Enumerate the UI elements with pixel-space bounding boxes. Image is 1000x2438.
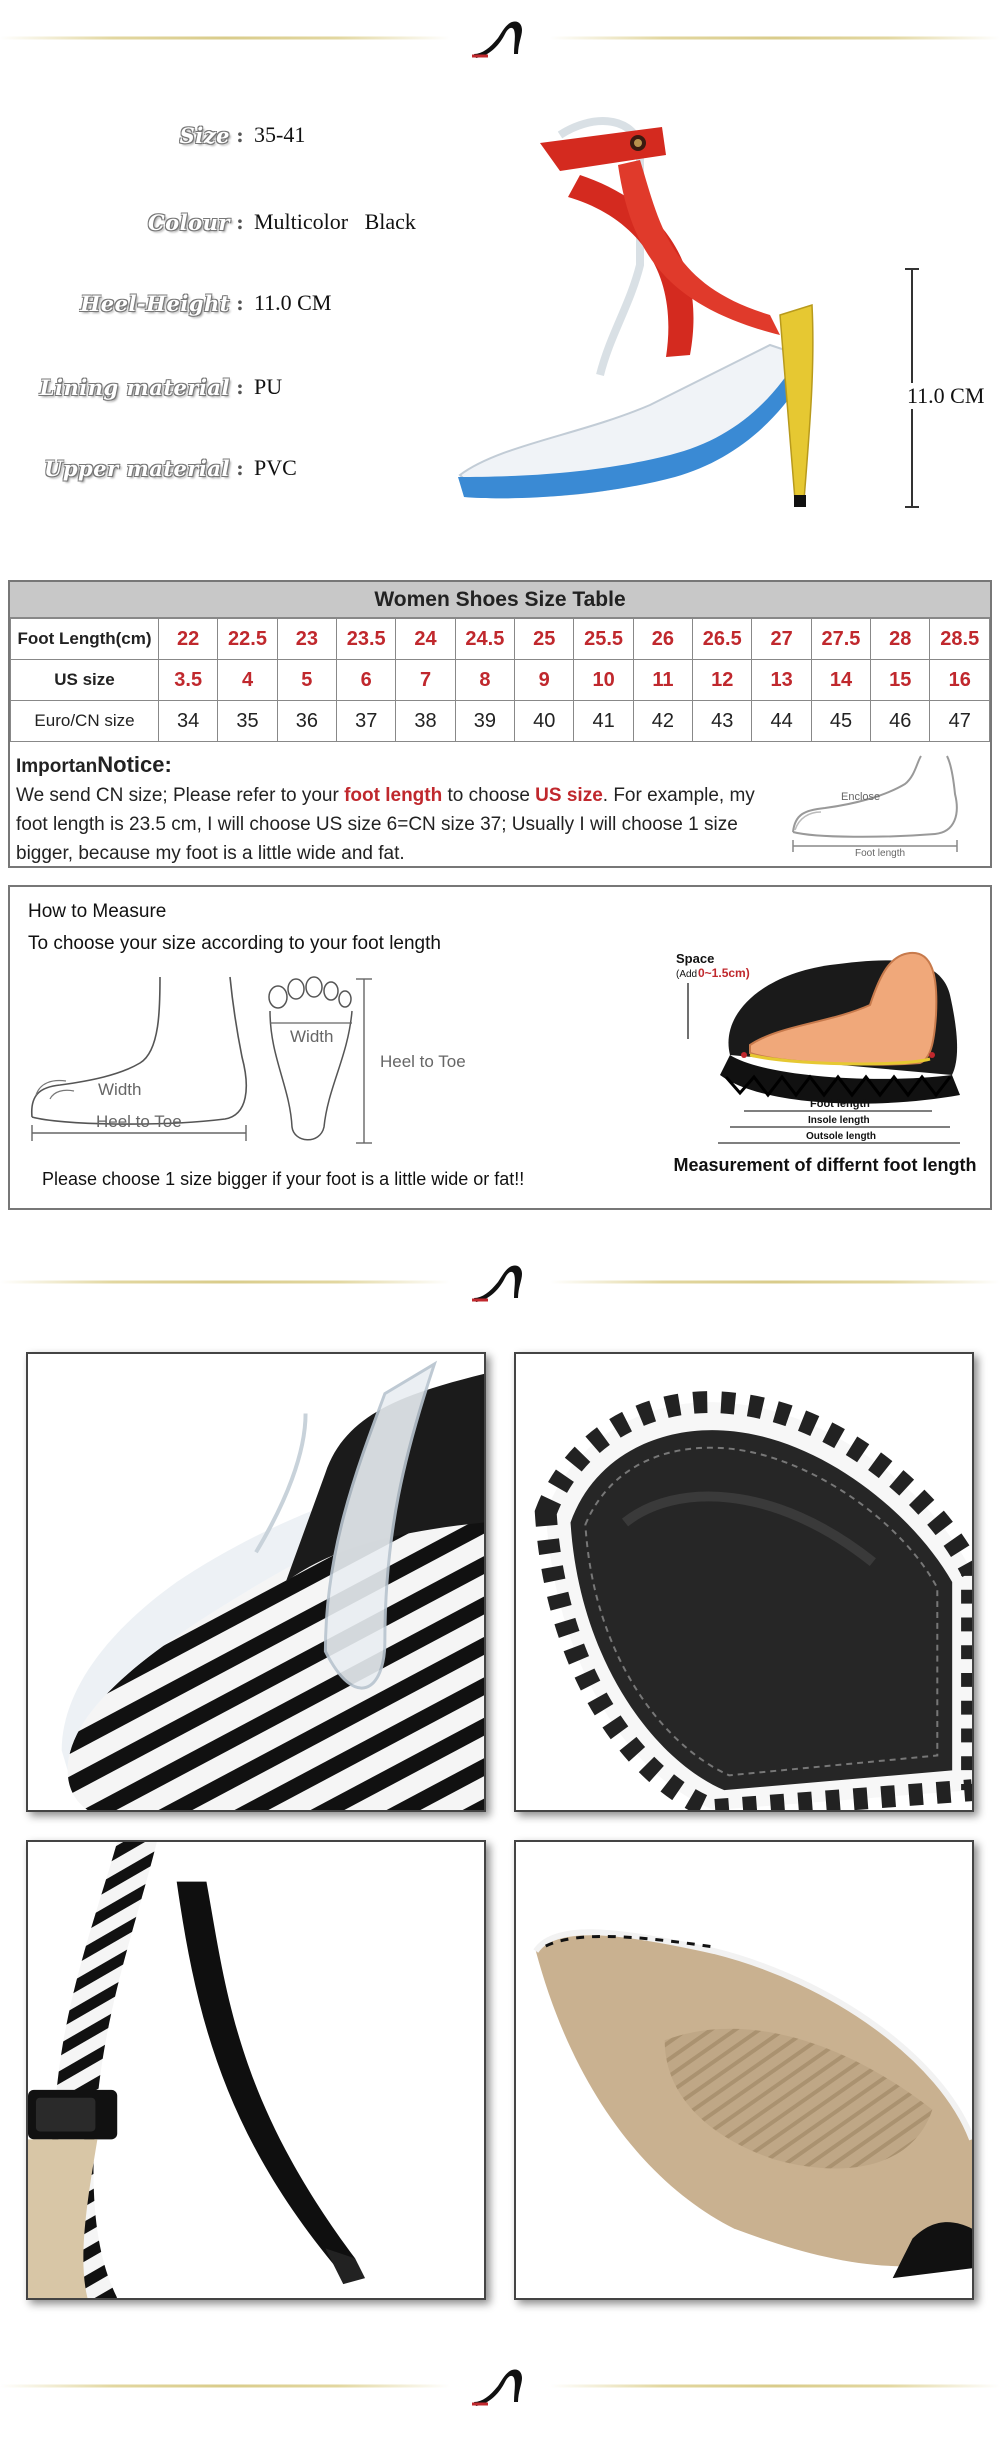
spec-label: Upper material [44,455,230,481]
table-cell: 45 [811,701,870,742]
table-cell: 16 [930,660,990,701]
table-cell: 23.5 [337,619,396,660]
size-table-title: Women Shoes Size Table [10,582,990,618]
table-cell: 25 [515,619,574,660]
table-cell: 4 [218,660,277,701]
foot-length-label: Foot length [855,848,906,858]
foot-length-label: Foot length [810,1098,870,1110]
middle-divider [0,1252,1000,1312]
table-row [11,701,990,742]
notice-title: Notice: [97,752,172,777]
detail-photo-sole [514,1840,974,2300]
outsole-label: Outsole length [806,1131,876,1142]
table-row [11,660,990,701]
photo-toe-image [28,1354,484,1810]
notice-text [16,781,786,868]
divider-line [550,2385,1000,2388]
table-cell: 10 [574,660,633,701]
spec-row-lining [0,367,440,407]
table-cell: 11 [633,660,692,701]
table-cell: 23 [277,619,336,660]
table-cell: 37 [337,701,396,742]
notice-highlight: foot length [344,785,443,806]
table-cell: 28.5 [930,619,990,660]
foot-side-diagram [20,967,260,1147]
detail-photo-heel [26,1840,486,2300]
measure-note: Please choose 1 size bigger if your foot is a little wide or fat!! [42,1169,525,1189]
spec-row-size [0,115,440,155]
table-cell: 26 [633,619,692,660]
spec-value: 11.0 CM [254,290,332,315]
table-cell: 41 [574,701,633,742]
row-header: Foot Length(cm) [11,619,159,660]
add-label: (Add [676,969,698,980]
table-cell: 27 [752,619,811,660]
spec-colon: : [236,123,244,147]
table-cell: 39 [455,701,514,742]
enclose-label: Enclose [841,791,881,803]
spec-label: Heel-Height [80,290,230,316]
table-cell: 25.5 [574,619,633,660]
heel-height-label: 11.0 CM [907,383,985,408]
divider-line [550,37,1000,40]
foot-cross-section-diagram [670,935,985,1145]
spec-label: Size [179,122,230,148]
foot-top-diagram [260,967,480,1157]
table-cell: 26.5 [693,619,752,660]
table-cell: 28 [871,619,930,660]
table-cell: 12 [693,660,752,701]
table-cell: 22.5 [218,619,277,660]
table-cell: 46 [871,701,930,742]
size-table [8,580,992,868]
spec-value: 35-41 [254,122,306,147]
table-cell: 14 [811,660,870,701]
table-cell: 44 [752,701,811,742]
measure-subtitle: To choose your size according to your foot length [28,933,441,954]
divider-line [550,1281,1000,1284]
notice-text-part: . For example, my foot length is 23.5 cm, I will choose US size 6=CN size 37; Usually I will choose 1 size bigger, because my foot is a little wide and fat. [16,785,755,864]
table-cell: 35 [218,701,277,742]
table-cell: 13 [752,660,811,701]
table-cell: 5 [277,660,336,701]
table-cell: 40 [515,701,574,742]
notice-highlight: US size [535,785,603,806]
table-cell: 6 [337,660,396,701]
measure-title: How to Measure [28,901,167,922]
measure-caption: Measurement of differnt foot length [673,1155,977,1175]
table-cell: 9 [515,660,574,701]
hero-shoe-image [440,105,850,535]
heel-to-toe-label: Heel to Toe [380,1052,466,1071]
spec-colon: : [236,375,244,399]
table-cell: 24 [396,619,455,660]
table-cell: 43 [693,701,752,742]
size-grid [10,618,990,742]
table-row [11,619,990,660]
photo-insole-image [516,1354,972,1810]
photo-heel-image [28,1842,484,2298]
heel-logo-icon [468,2362,532,2410]
table-cell: 34 [159,701,218,742]
spec-list [0,95,440,495]
divider-line [0,37,450,40]
table-cell: 3.5 [159,660,218,701]
table-cell: 24.5 [455,619,514,660]
spec-label: Lining material [39,374,230,400]
notice-block [10,742,990,866]
table-cell: 42 [633,701,692,742]
heel-to-toe-label: Heel to Toe [96,1112,182,1131]
row-header: Euro/CN size [11,701,159,742]
notice-text-part: to choose [442,785,536,806]
photo-sole-image [516,1842,972,2298]
table-cell: 8 [455,660,514,701]
spec-colon: : [236,210,244,234]
divider-line [0,2385,450,2388]
notice-prefix: Importan [16,756,98,777]
row-header: US size [11,660,159,701]
space-label: Space [676,951,715,966]
table-cell: 38 [396,701,455,742]
spec-value: PU [254,374,283,399]
detail-photo-insole [514,1352,974,1812]
spec-colon: : [236,456,244,480]
spec-value: Multicolor Black [254,209,416,234]
space-range: 0~1.5cm) [698,966,750,980]
how-to-measure-panel [8,885,992,1210]
notice-text-part: We send CN size; Please refer to your [16,785,345,806]
detail-photo-toe [26,1352,486,1812]
insole-label: Insole length [808,1115,870,1126]
divider-line [0,1281,450,1284]
table-cell: 27.5 [811,619,870,660]
spec-row-heel-height [0,283,440,323]
width-label: Width [98,1080,142,1099]
spec-row-upper [0,448,440,488]
table-cell: 7 [396,660,455,701]
spec-value: PVC [254,455,297,480]
table-cell: 47 [930,701,990,742]
table-cell: 15 [871,660,930,701]
spec-row-colour [0,202,440,242]
spec-label: Colour [147,209,230,235]
width-label: Width [290,1027,334,1046]
heel-logo-icon [468,1258,532,1306]
bottom-divider [0,2356,1000,2416]
heel-logo-icon [468,14,532,62]
top-divider [0,8,1000,68]
table-cell: 36 [277,701,336,742]
spec-colon: : [236,291,244,315]
table-cell: 22 [159,619,218,660]
foot-length-diagram [785,754,980,858]
